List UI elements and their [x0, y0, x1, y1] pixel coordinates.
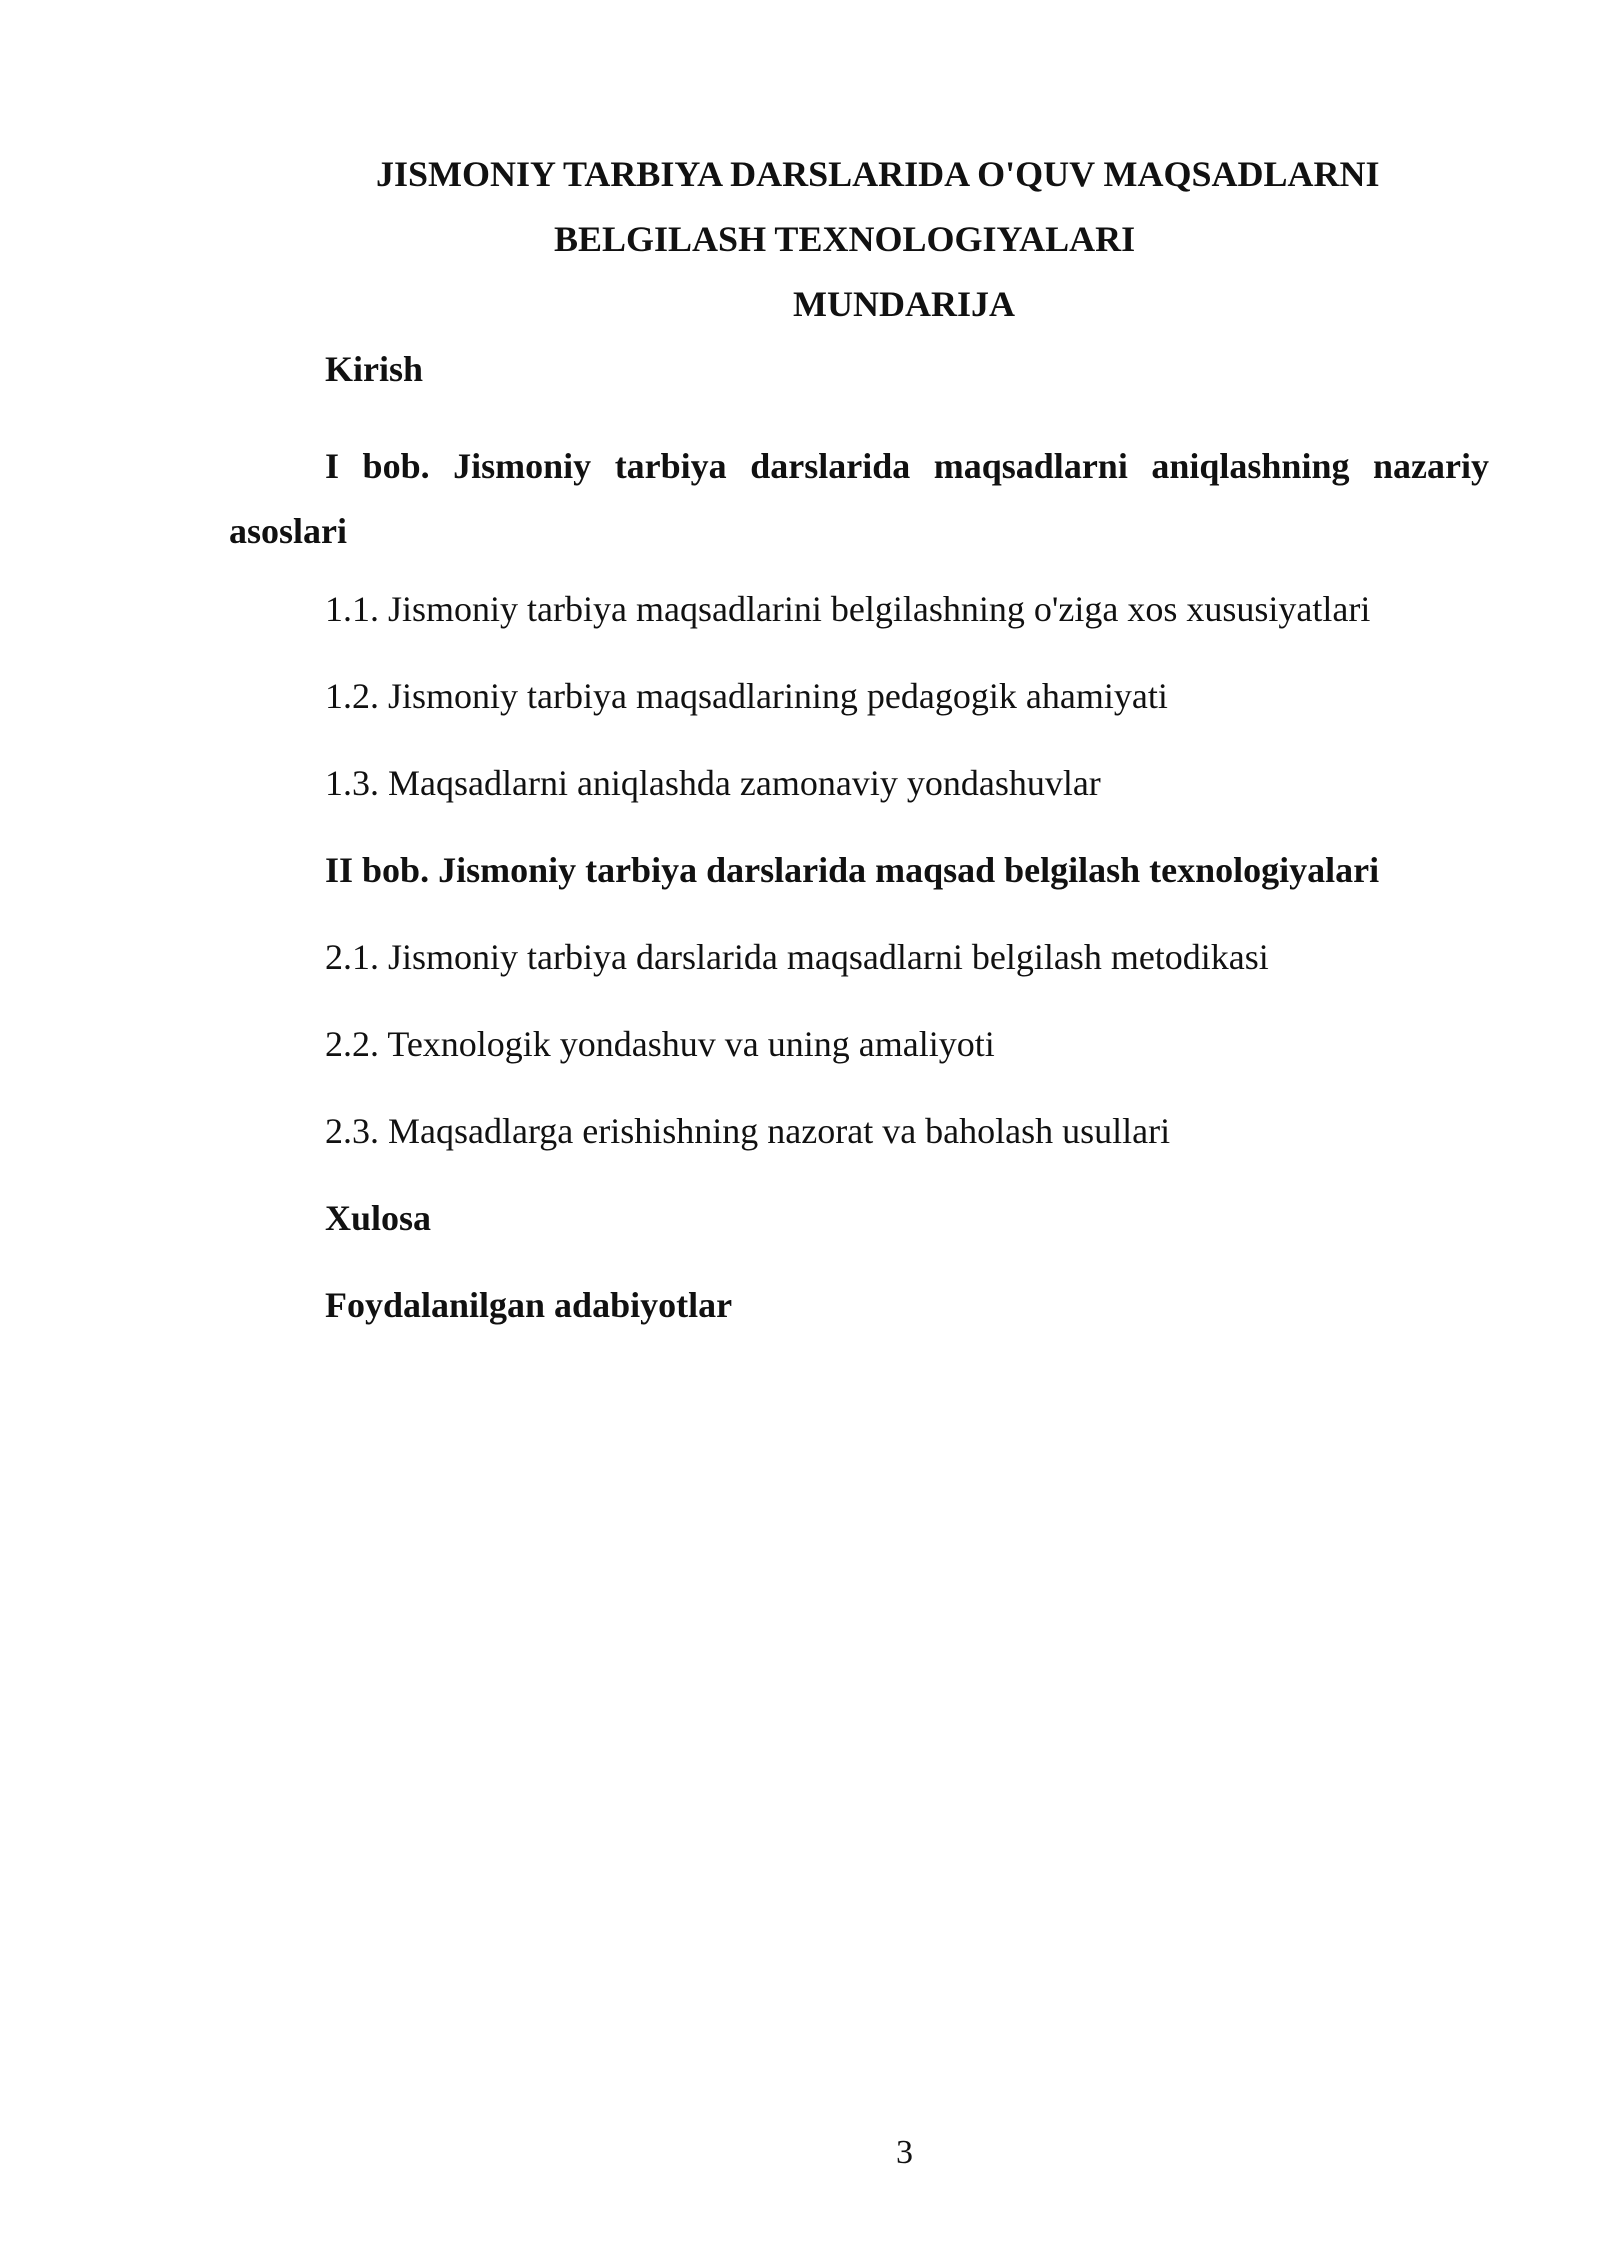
document-title-line-1: JISMONIY TARBIYA DARSLARIDA O'QUV MAQSADLARNI: [376, 154, 1380, 194]
toc-item-section-1-3: 1.3. Maqsadlarni aniqlashda zamonaviy yondashuvlar: [325, 763, 1101, 803]
toc-item-section-1-2: 1.2. Jismoniy tarbiya maqsadlarining pedagogik ahamiyati: [325, 676, 1168, 716]
toc-item-section-2-2: 2.2. Texnologik yondashuv va uning amaliyoti: [325, 1024, 995, 1064]
toc-item-conclusion: Xulosa: [325, 1198, 432, 1238]
toc-item-section-1-1: 1.1. Jismoniy tarbiya maqsadlarini belgilashning o'ziga xos xususiyatlari: [325, 589, 1371, 629]
toc-item-section-2-3: 2.3. Maqsadlarga erishishning nazorat va baholash usullari: [325, 1111, 1171, 1151]
toc-item-chapter-1: I bob. Jismoniy tarbiya darslarida maqsadlarni aniqlashning nazariy asoslari: [229, 446, 1489, 551]
toc-item-section-2-1: 2.1. Jismoniy tarbiya darslarida maqsadlarni belgilash metodikasi: [325, 937, 1269, 977]
toc-item-chapter-2: II bob. Jismoniy tarbiya darslarida maqsad belgilash texnologiyalari: [325, 850, 1380, 890]
contents-heading: MUNDARIJA: [793, 284, 1015, 324]
toc-item-references: Foydalanilgan adabiyotlar: [325, 1285, 733, 1325]
document-title-line-2: BELGILASH TEXNOLOGIYALARI: [554, 219, 1136, 259]
page-number: 3: [896, 2134, 913, 2171]
toc-item-introduction: Kirish: [325, 349, 424, 389]
